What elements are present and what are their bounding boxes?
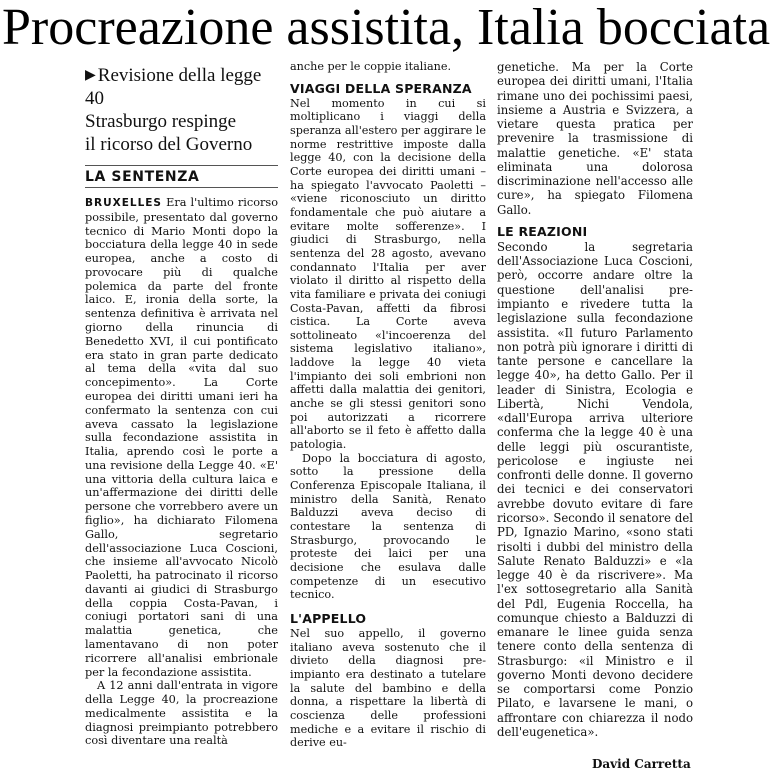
column-2 (290, 60, 486, 750)
col3-paragraph-0: genetiche. Ma per la Corte europea dei diritti umani, l'Italia rimane uno dei pochissimi paesi, insieme a Austria e Svizzera, a vietare questa pratica per prevenire la trasmissione di malattie genetiche. «E' stata eliminata una dolorosa discriminazione nell'accesso alle cure», ha spiegato Filomena Gallo. (497, 60, 693, 217)
deck-line-1: ▶ Revisione della legge 40 (85, 65, 262, 109)
section-heading-reazioni: LE REAZIONI (497, 223, 588, 239)
dateline: BRUXELLES (85, 197, 162, 209)
col3-paragraph-1: Secondo la segretaria dell'Associazione Luca Coscioni, però, occorre andare oltre la questione dell'analisi pre-impianto e rivedere tutta la legislazione sulla fecondazione assistita. «Il futuro Parlamento non potrà più ignorare i diritti di tante persone e cancellare la legge 40», ha detto Gallo. Per il leader di Sinistra, Ecologia e Libertà, Nichi Vendola, «dall'Europa arriva ulteriore conferma che la legge 40 è una delle leggi più oscurantiste, pericolose e ingiuste nei confronti delle donne. Il governo dei tecnici e dei conservatori avrebbe dovuto evitare di fare ricorso». Secondo il senatore del PD, Ignazio Marino, «sono stati risolti i dubbi del ministro della Salute Renato Balduzzi» e «la legge 40 è da riscrivere». Ma l'ex sottosegretario alla Sanità del Pdl, Eugenia Roccella, ha comunque chiesto a Balduzzi di emanare le linee guida senza tenere conto della sentenza di Strasburgo: «il Ministro e il governo Monti devono decidere se comportarsi come Ponzio Pilato, e lavarsene le mani, o affrontare con chiarezza il nodo dell'eugenetica». (497, 239, 693, 739)
col2-paragraph-3: Nel suo appello, il governo italiano aveva sostenuto che il divieto della diagnosi pre-impianto era destinato a tutelare la salute del bambino e della donna, a rispettare la libertà di coscienza delle professioni mediche e a evitare il rischio di derive eu- (290, 626, 486, 750)
section-heading-viaggi: VIAGGI DELLA SPERANZA (290, 80, 472, 96)
col2-paragraph-1: Nel momento in cui si moltiplicano i viaggi della speranza all'estero per aggirare le norme restrittive imposte dalla legge 40, con la decisione della Corte europea dei diritti umani – ha spiegato l'avvocato Paoletti – «viene riconosciuto un diritto fondamentale che può aiutare a evitare molte sofferenze». I giudici di Strasburgo, nella sentenza del 28 agosto, avevano condannato l'Italia per aver violato il diritto al rispetto della vita familiare e privata dei coniugi Costa-Pavan, affetti da fibrosi cistica. La Corte aveva sottolineato «l'incoerenza del sistema legislativo italiano», laddove la legge 40 vieta l'impianto dei soli embrioni non affetti dalla malattia dei genitori, anche se gli stessi genitori sono poi autorizzati a ricorrere all'aborto se il feto è affetto dalla patologia. (290, 96, 486, 452)
col1-paragraph-2: A 12 anni dall'entrata in vigore della Legge 40, la procreazione medicalmente assistita e la diagnosi preimpianto potrebbero così diventare una realtà (85, 679, 278, 748)
author-signature: David Carretta (592, 757, 691, 771)
kicker: LA SENTENZA (85, 165, 278, 188)
triangle-bullet-icon: ▶ (85, 68, 96, 83)
column-3 (497, 60, 693, 739)
deck (85, 64, 285, 156)
col1-paragraph-1: BRUXELLES Era l'ultimo ricorso possibile, presentato dal governo tecnico di Mario Monti dopo la bocciatura della legge 40 in sede europea, anche a costo di provocare più di qualche polemica da parte del fronte laico. E, ironia della sorte, la sentenza definitiva è arrivata nel giorno della rinuncia di Benedetto XVI, il cui pontificato era stato in gran parte dedicato al tema della «vita dal suo concepimento». La Corte europea dei diritti umani ieri ha confermato la sentenza con cui aveva cassato la legislazione sulla fecondazione assistita in Italia, aprendo così le porte a una revisione della Legge 40. «E' una vittoria della cultura laica e un'affermazione dei diritti delle persone che vorrebbero avere un figlio», ha dichiarato Filomena Gallo, segretario dell'associazione Luca Coscioni, che insieme all'avvocato Nicolò Paoletti, ha patrocinato il ricorso davanti ai giudici di Strasburgo della coppia Costa-Pavan, i coniugi portatori sani di una malattia genetica, che lamentavano di non poter ricorrere all'analisi embrionale per la fecondazione assistita. (85, 196, 279, 679)
deck-line-3: il ricorso del Governo (85, 134, 253, 155)
col2-paragraph-0: anche per le coppie italiane. (290, 60, 451, 73)
col2-paragraph-2: Dopo la bocciatura di agosto, sotto la pressione della Conferenza Episcopale Italiana, il ministro della Sanità, Renato Balduzzi aveva deciso di contestare la sentenza di Strasburgo, provocando le proteste dei laici per una decisione che esulava dalle competenze di un esecutivo tecnico. (290, 451, 486, 602)
section-heading-appello: L'APPELLO (290, 610, 367, 626)
column-1 (85, 196, 278, 748)
deck-line-2: Strasburgo respinge (85, 111, 237, 132)
headline: Procreazione assistita, Italia bocciata (2, 0, 771, 56)
